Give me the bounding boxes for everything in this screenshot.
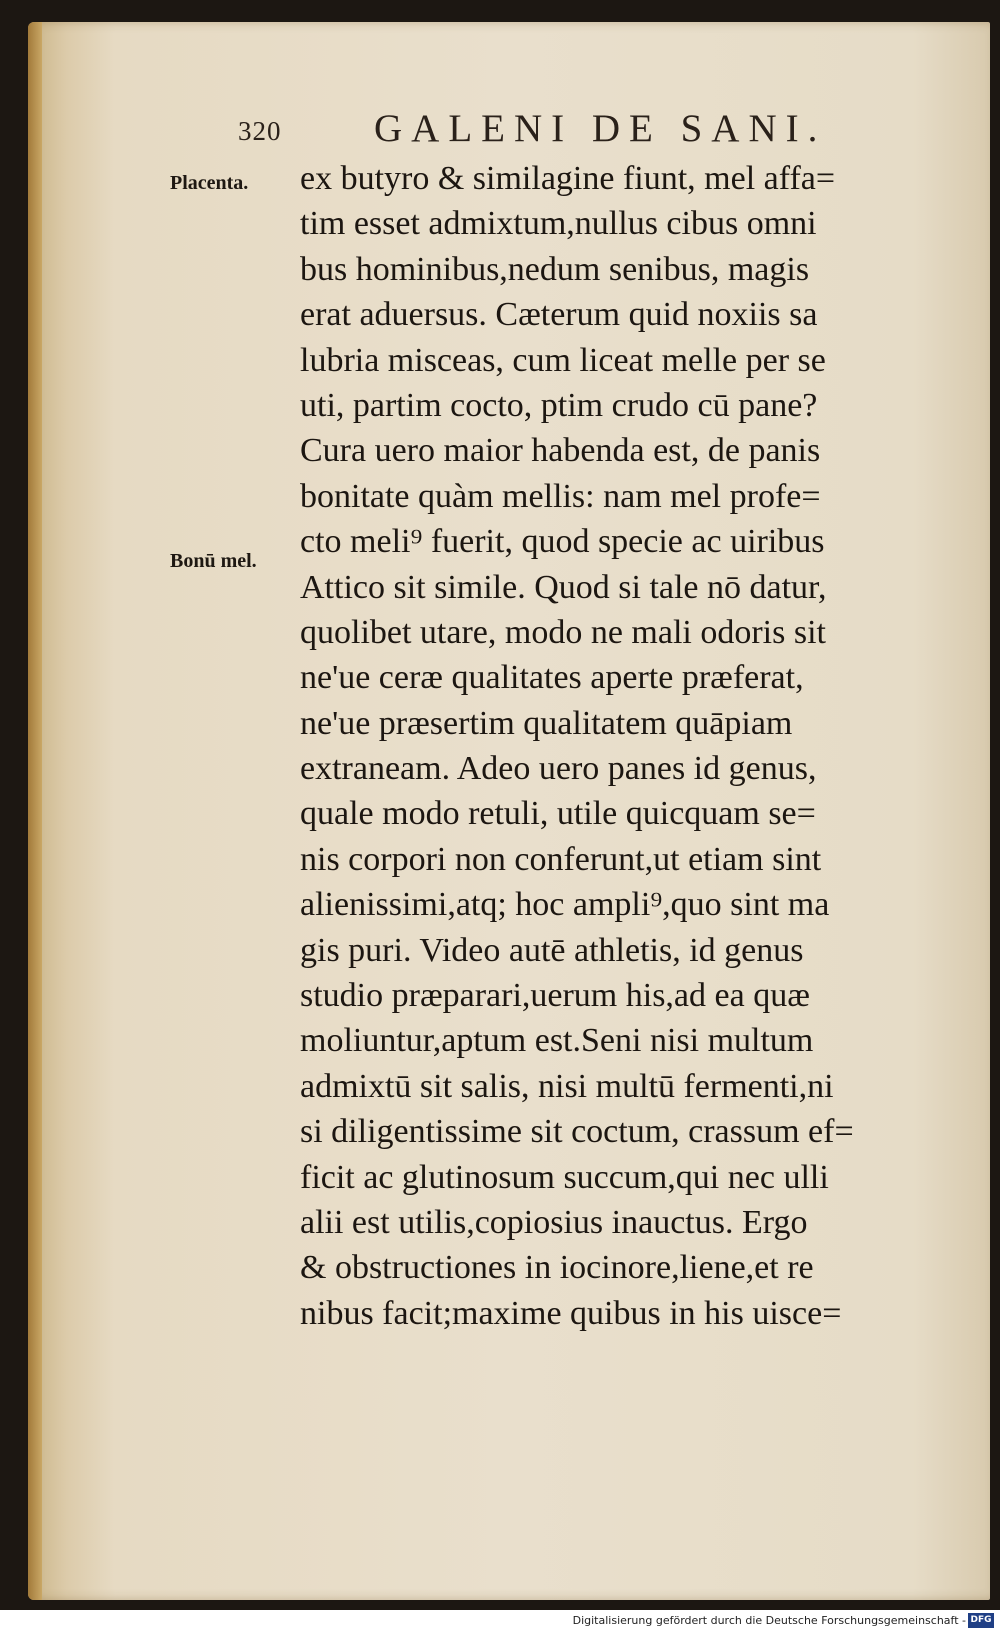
text-line: quolibet utare, modo ne mali odoris sit [300, 613, 826, 651]
text-line: si diligentissime sit coctum, crassum ef= [300, 1113, 854, 1151]
text-line: alii est utilis,copiosius inauctus. Ergo [300, 1203, 808, 1241]
page-binding-edge [28, 22, 42, 1600]
text-line: admixtū sit salis, nisi multū fermenti,ni [300, 1067, 834, 1105]
text-line: Cura uero maior habenda est, de panis [300, 432, 821, 470]
body-text [300, 156, 960, 1336]
text-line: nis corpori non conferunt,ut etiam sint [300, 840, 822, 878]
text-line: Attico sit simile. Quod si tale nō datur, [300, 568, 827, 606]
text-line: ne'ue ceræ qualitates aperte præferat, [300, 659, 804, 697]
text-line: erat aduersus. Cæterum quid noxiis sa [300, 296, 818, 334]
text-line: extraneam. Adeo uero panes id genus, [300, 750, 817, 788]
text-line: cto meli⁹ fuerit, quod specie ac uiribus [300, 523, 825, 561]
text-line: quale modo retuli, utile quicquam se= [300, 795, 816, 833]
text-line: nibus facit;maxime quibus in his uisce= [300, 1294, 842, 1332]
page-number: 320 [238, 116, 282, 146]
text-line: uti, partim cocto, ptim crudo cū pane? [300, 386, 818, 424]
text-line: ne'ue præsertim qualitatem quāpiam [300, 704, 793, 742]
footer-credit: Digitalisierung gefördert durch die Deutsche Forschungsgemeinschaft - [572, 1614, 966, 1627]
text-line: moliuntur,aptum est.Seni nisi multum [300, 1022, 814, 1060]
text-line: ficit ac glutinosum succum,qui nec ulli [300, 1158, 829, 1196]
text-line: gis puri. Video autē athletis, id genus [300, 931, 804, 969]
text-line: bus hominibus,nedum senibus, magis [300, 250, 810, 288]
text-line: bonitate quàm mellis: nam mel profe= [300, 477, 821, 515]
footer-bar [0, 1610, 1000, 1635]
dfg-logo: DFG [968, 1613, 994, 1628]
text-line: ex butyro & similagine fiunt, mel affa= [300, 160, 836, 197]
margin-note-bonum-mel: Bonū mel. [170, 550, 257, 572]
running-title: GALENI DE SANI. [374, 107, 827, 150]
text-line: & obstructiones in iocinore,liene,et re [300, 1249, 814, 1287]
text-line: studio præparari,uerum his,ad ea quæ [300, 977, 810, 1015]
margin-note-placenta: Placenta. [170, 172, 249, 194]
page-header [232, 100, 872, 150]
text-line: tim esset admixtum,nullus cibus omni [300, 205, 817, 243]
text-line: alienissimi,atq; hoc ampli⁹,quo sint ma [300, 886, 830, 924]
text-line: lubria misceas, cum liceat melle per se [300, 341, 826, 379]
